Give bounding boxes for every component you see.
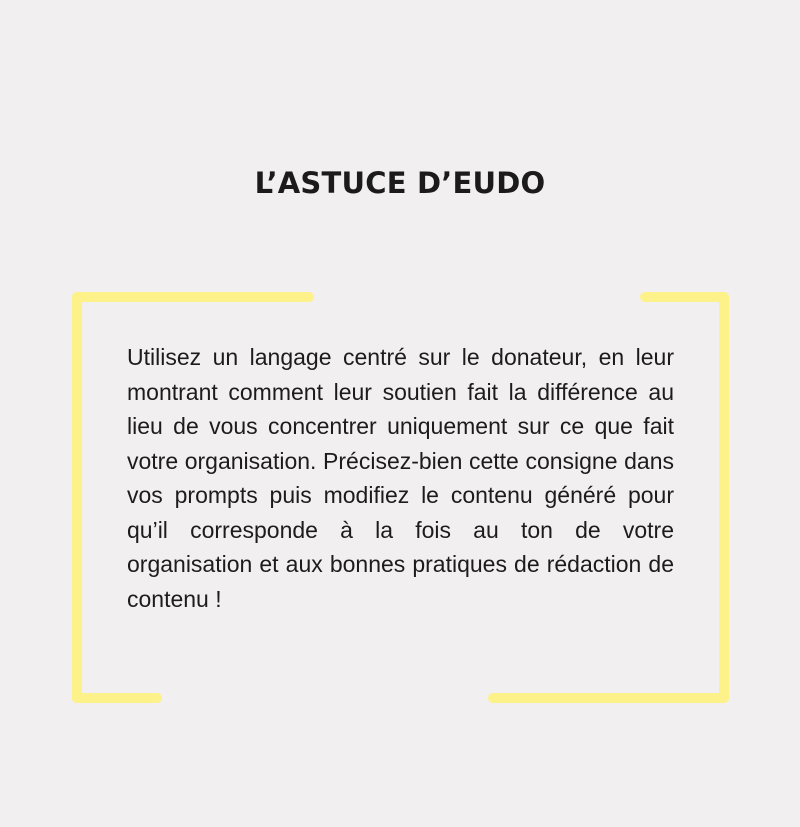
frame-right-vertical xyxy=(719,292,729,703)
frame-bottom-right-horizontal xyxy=(488,693,729,703)
frame-bottom-left-horizontal xyxy=(72,693,162,703)
page-title: L’ASTUCE D’EUDO xyxy=(254,166,546,200)
frame-top-left-horizontal xyxy=(72,292,314,302)
tip-text: Utilisez un langage centré sur le donateur, en leur montrant comment leur soutien fait la différence au lieu de vous concentrer uniquement sur ce que fait votre organisation. Précisez-bien cette consigne dans vos prompts puis modifiez le contenu généré pour qu’il corresponde à la fois au ton de votre organisation et aux bonnes pratiques de rédaction de contenu ! xyxy=(127,344,674,612)
frame-top-right-horizontal xyxy=(640,292,729,302)
frame-left-vertical xyxy=(72,292,82,703)
